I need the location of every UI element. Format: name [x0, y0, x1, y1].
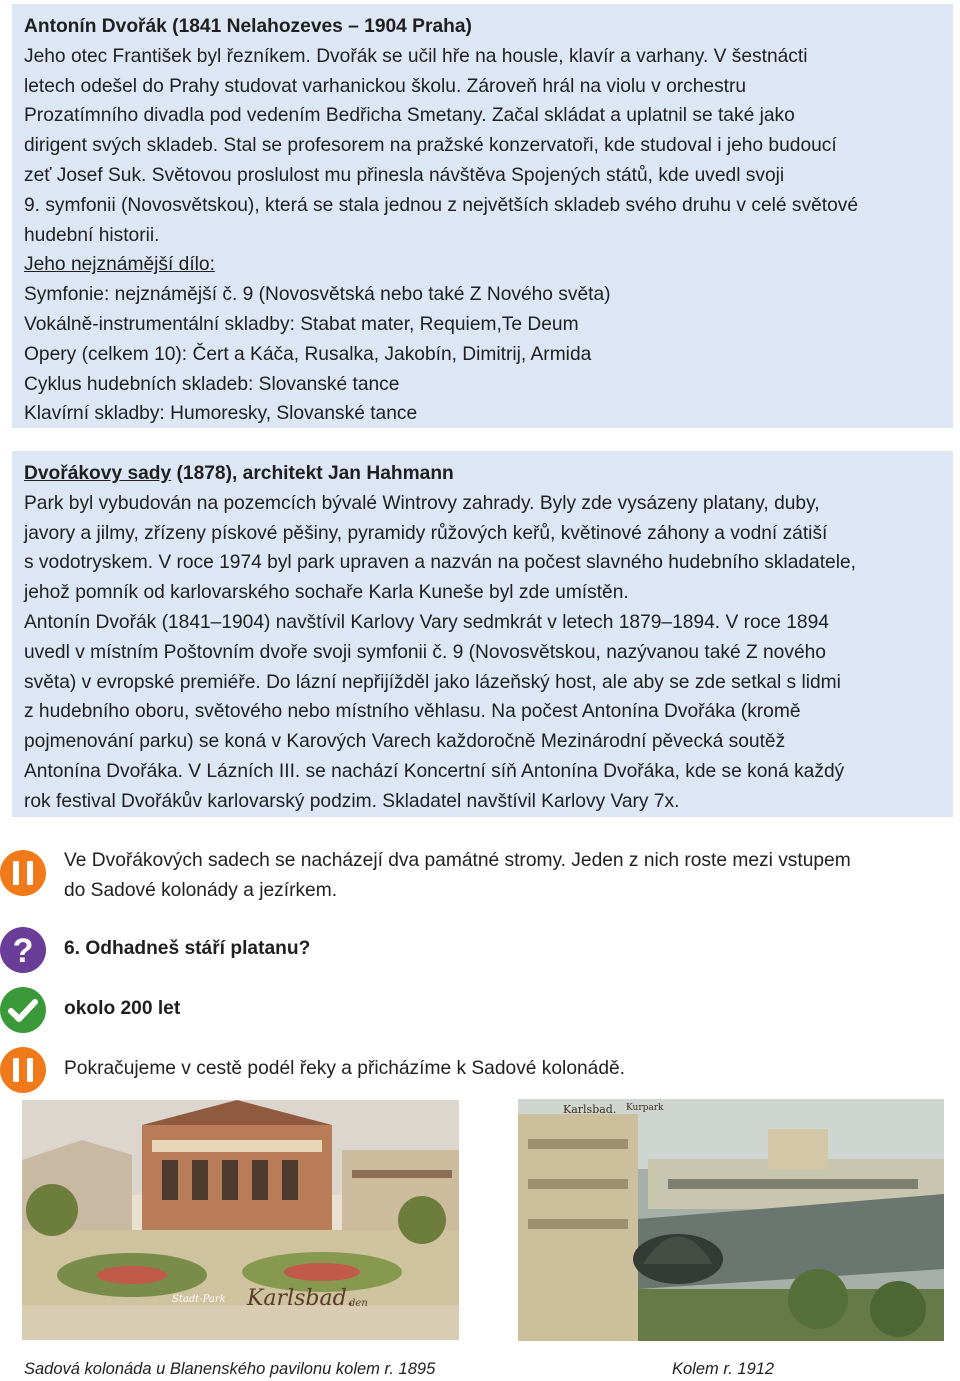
park-heading-rest: (1878), architekt Jan Hahmann	[171, 463, 454, 484]
park-line: pojmenování parku) se koná v Karových Varech každoročně Mezinárodní pěvecká soutěž	[24, 731, 786, 753]
biography-line: Jeho otec František byl řezníkem. Dvořák se učil hře na housle, klavír a varhany. V šestnácti	[24, 45, 808, 67]
pause-text: Pokračujeme v cestě podél řeky a přicházíme k Sadové kolonádě.	[64, 1058, 626, 1079]
biography-line: dirigent svých skladeb. Stal se profesorem na pražské konzervatoři, kde studoval i jeho budoucí	[24, 135, 837, 157]
kurpark-illustration	[518, 1099, 944, 1341]
park-line: rok festival Dvořákův karlovarský podzim. Skladatel navštívil Karlovy Vary 7x.	[24, 790, 680, 812]
works-heading: Jeho nejznámější dílo:	[24, 254, 215, 276]
postcard-script-label: Karlsbad.	[247, 1286, 354, 1311]
biography-line: zeť Josef Suk. Světovou proslulost mu přinesla návštěva Spojených států, kde uvedl svoji	[24, 164, 785, 186]
biography-line: Prozatímního divadla pod vedením Bedřicha Smetany. Začal skládat a uplatnil se také jako	[24, 105, 795, 127]
postcard-script-suffix: den	[349, 1298, 368, 1309]
park-line: jehož pomník od karlovarského sochaře Karla Kuneše byl zde umístěn.	[24, 582, 629, 604]
pause-icon	[0, 1047, 46, 1093]
photo-label: Karlsbad.	[563, 1103, 617, 1116]
biography-heading: Antonín Dvořák (1841 Nelahozeves – 1904 Praha)	[24, 16, 472, 37]
park-box	[12, 451, 953, 817]
works-item: Klavírní skladby: Humoresky, Slovanské tance	[24, 403, 418, 425]
check-icon	[0, 987, 46, 1033]
park-line: Antonína Dvořáka. V Lázních III. se nachází Koncertní síň Antonína Dvořáka, kde se koná každý	[24, 760, 845, 782]
park-heading	[24, 459, 941, 489]
photo-label-secondary: Kurpark	[626, 1103, 664, 1113]
works-item: Cyklus hudebních skladeb: Slovanské tance	[24, 373, 400, 395]
biography-line: 9. symfonii (Novosvětskou), která se stala jednou z největších skladeb svého druhu v celé světové	[24, 194, 859, 216]
park-line: z hudebního oboru, světového nebo místního věhlasu. Na počest Antonína Dvořáka (kromě	[24, 701, 801, 723]
park-line: světa) v evropské premiéře. Do lázní nepřijížděl jako lázeňský host, ale aby se zde setkal s lidmi	[24, 671, 841, 693]
park-heading-name: Dvořákovy sady	[24, 463, 172, 484]
biography-line: hudební historii.	[24, 224, 160, 246]
pause-text	[64, 846, 944, 906]
caption-right: Kolem r. 1912	[672, 1360, 775, 1378]
pause-text-line: Ve Dvořákových sadech se nacházejí dva památné stromy. Jeden z nich roste mezi vstupem	[64, 850, 851, 871]
pause-text-line: do Sadové kolonády a jezírkem.	[64, 879, 338, 901]
pause-icon	[0, 850, 46, 896]
works-item: Symfonie: nejznámější č. 9 (Novosvětská nebo také Z Nového světa)	[24, 284, 611, 306]
park-line: s vodotryskem. V roce 1974 byl park upraven a nazván na počest slavného hudebního skladatele,	[24, 552, 856, 574]
question-icon	[0, 927, 46, 973]
answer-text: okolo 200 let	[64, 998, 181, 1019]
postcard-colonnade-1895	[22, 1100, 459, 1340]
works-item: Vokálně-instrumentální skladby: Stabat mater, Requiem,Te Deum	[24, 313, 579, 335]
park-line: Park byl vybudován na pozemcích bývalé Wintrovy zahrady. Byly zde vysázeny platany, duby,	[24, 492, 820, 514]
works-item: Opery (celkem 10): Čert a Káča, Rusalka, Jakobín, Dimitrij, Armida	[24, 343, 592, 365]
svg-text:?: ?	[12, 932, 34, 970]
postcard-small-label: Stadt-Park	[172, 1294, 226, 1305]
biography-box	[12, 4, 953, 428]
biography-line: letech odešel do Prahy studovat varhanickou školu. Zároveň hrál na violu v orchestru	[24, 75, 747, 97]
photo-kurpark-1912	[518, 1099, 944, 1341]
question-text: 6. Odhadneš stáří platanu?	[64, 938, 311, 959]
park-line: uvedl v místním Poštovním dvoře svoji symfonii č. 9 (Novosvětskou, nazývanou také Z nového	[24, 641, 826, 663]
postcard-illustration	[22, 1100, 459, 1340]
caption-left: Sadová kolonáda u Blanenského pavilonu kolem r. 1895	[24, 1360, 436, 1378]
park-line: Antonín Dvořák (1841–1904) navštívil Karlovy Vary sedmkrát v letech 1879–1894. V roce 1894	[24, 611, 829, 633]
park-line: javory a jilmy, zřízeny pískové pěšiny, pyramidy růžových keřů, květinové záhony a vodní zátiší	[24, 522, 828, 544]
